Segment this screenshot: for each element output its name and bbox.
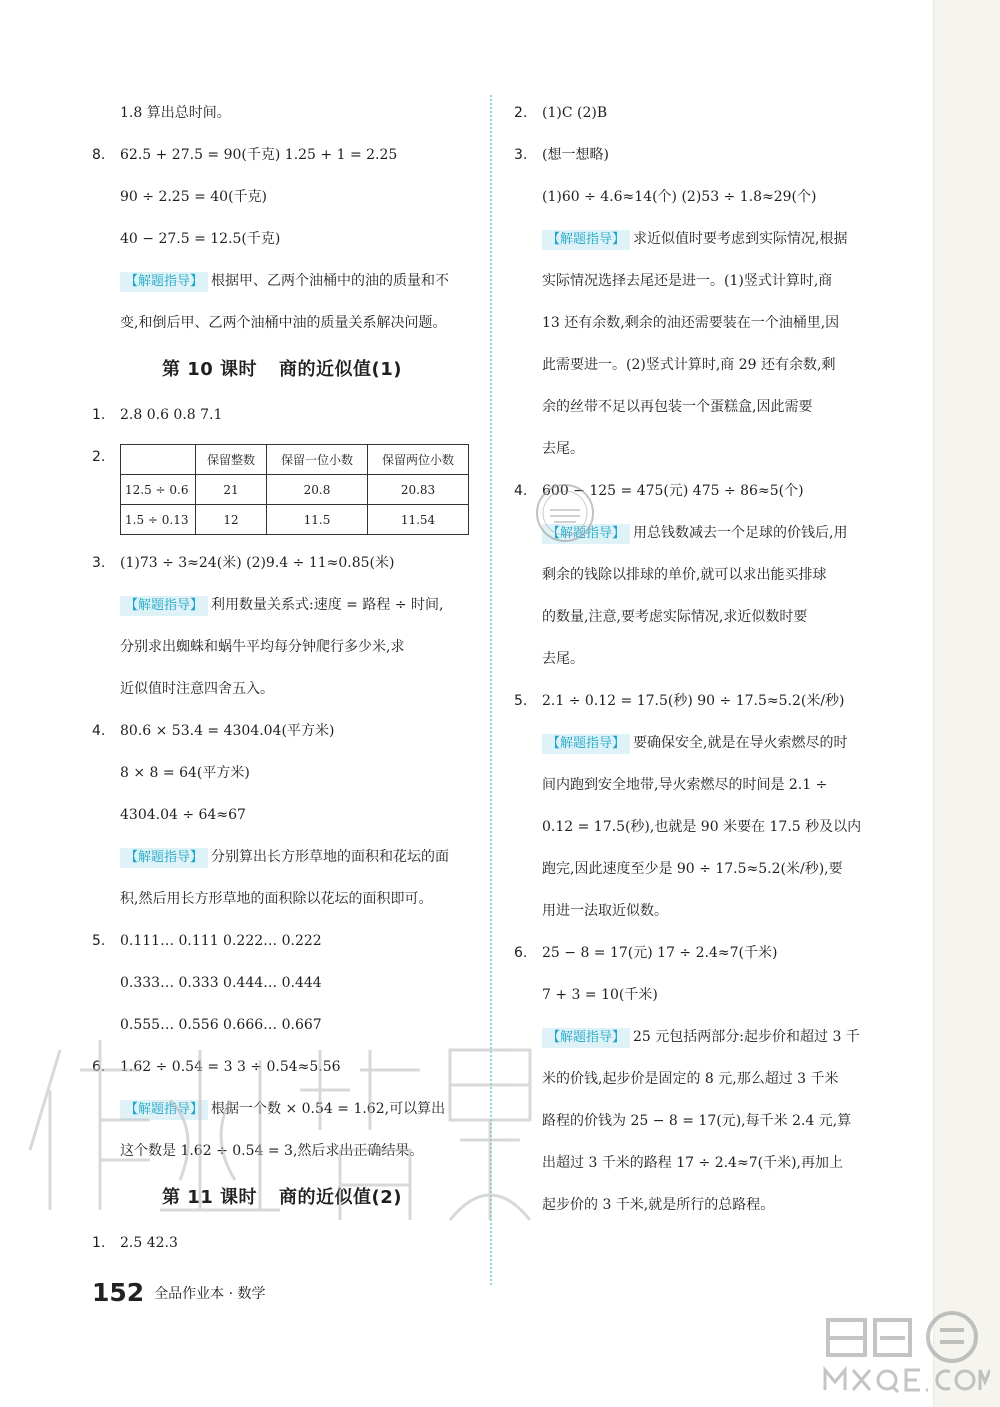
tip-text: 求近似值时要考虑到实际情况,根据 — [633, 231, 848, 247]
answer-line: 0.555… 0.556 0.666… 0.667 — [120, 1017, 322, 1033]
question-2 — [92, 436, 472, 542]
tip-text: 实际情况选择去尾还是进一。(1)竖式计算时,商 — [542, 273, 833, 289]
question-number: 3. — [92, 555, 106, 571]
table-cell: 11.5 — [267, 505, 368, 535]
tip-text: 剩余的钱除以排球的单价,就可以求出能买排球 — [542, 567, 827, 583]
answer-line: 2.5 42.3 — [120, 1235, 178, 1251]
table-cell: 20.83 — [368, 475, 469, 505]
answer-line: 25 − 8 = 17(元) 17 ÷ 2.4≈7(千米) — [542, 945, 778, 961]
question-number: 5. — [92, 933, 106, 949]
tip-label: 【解题指导】 — [120, 272, 208, 292]
question-8 — [92, 134, 472, 176]
table-header: 保留整数 — [196, 445, 267, 475]
tip-label: 【解题指导】 — [542, 524, 630, 544]
tip-label: 【解题指导】 — [542, 1028, 630, 1048]
watermark-left — [20, 1010, 540, 1230]
answer-line: 8 × 8 = 64(平方米) — [120, 765, 250, 781]
lesson-title: 商的近似值(2) — [279, 1187, 403, 1208]
table-cell: 21 — [196, 475, 267, 505]
question-number: 3. — [514, 147, 528, 163]
lesson-number: 第 10 课时 — [161, 359, 258, 380]
question-5 — [92, 920, 472, 962]
tip-text: 根据一个数 × 0.54 = 1.62,可以算出 — [211, 1101, 446, 1117]
answer-line: 62.5 + 27.5 = 90(千克) 1.25 + 1 = 2.25 — [120, 147, 398, 163]
table-row — [121, 475, 469, 505]
right-column — [514, 92, 898, 1226]
answer-line: 2.8 0.6 0.8 7.1 — [120, 407, 223, 423]
tip-text: 余的丝带不足以再包装一个蛋糕盒,因此需要 — [542, 399, 813, 415]
answer-line: 0.111… 0.111 0.222… 0.222 — [120, 933, 322, 949]
tip-text: 变,和倒后甲、乙两个油桶中油的质量关系解决问题。 — [120, 315, 447, 331]
table-header-row — [121, 445, 469, 475]
answer-line: 1.62 ÷ 0.54 = 3 3 ÷ 0.54≈5.56 — [120, 1059, 341, 1075]
lesson-heading — [92, 344, 472, 394]
watermark-stamp — [532, 480, 598, 546]
tip-label: 【解题指导】 — [542, 230, 630, 250]
question-3 — [514, 134, 898, 176]
question-number: 6. — [92, 1059, 106, 1075]
solution-tip — [514, 722, 898, 764]
solution-tip — [92, 260, 472, 302]
tip-text: 路程的价钱为 25 − 8 = 17(元),每千米 2.4 元,算 — [542, 1113, 852, 1129]
tip-text: 25 元包括两部分:起步价和超过 3 千 — [633, 1029, 860, 1045]
question-number: 8. — [92, 147, 106, 163]
tip-text: 这个数是 1.62 ÷ 0.54 = 3,然后求出正确结果。 — [120, 1143, 424, 1159]
tip-text: 间内跑到安全地带,导火索燃尽的时间是 2.1 ÷ — [542, 777, 828, 793]
solution-tip — [92, 584, 472, 626]
question-number: 4. — [92, 723, 106, 739]
question-1 — [92, 394, 472, 436]
answer-line: (1)60 ÷ 4.6≈14(个) (2)53 ÷ 1.8≈29(个) — [542, 189, 817, 205]
tip-text: 出超过 3 千米的路程 17 ÷ 2.4≈7(千米),再加上 — [542, 1155, 843, 1171]
tip-text: 去尾。 — [542, 651, 584, 667]
book-title: 全品作业本 · 数学 — [154, 1285, 266, 1302]
solution-tip — [514, 1016, 898, 1058]
answer-line: 80.6 × 53.4 = 4304.04(平方米) — [120, 723, 335, 739]
answer-line: 600 − 125 = 475(元) 475 ÷ 86≈5(个) — [542, 483, 804, 499]
answer-line: (1)C (2)B — [542, 105, 608, 121]
question-4 — [92, 710, 472, 752]
tip-text: 根据甲、乙两个油桶中的油的质量和不 — [211, 273, 450, 289]
page-number: 152 — [92, 1278, 145, 1307]
tip-label: 【解题指导】 — [120, 1100, 208, 1120]
answer-line: 7 + 3 = 10(千米) — [542, 987, 658, 1003]
question-number: 1. — [92, 407, 106, 423]
table-cell: 11.54 — [368, 505, 469, 535]
question-3 — [92, 542, 472, 584]
question-number: 5. — [514, 693, 528, 709]
lesson-title: 商的近似值(1) — [279, 359, 403, 380]
table-header: 保留一位小数 — [267, 445, 368, 475]
lesson-number: 第 11 课时 — [161, 1187, 258, 1208]
solution-tip — [92, 836, 472, 878]
tip-text: 米的价钱,起步价是固定的 8 元,那么超过 3 千米 — [542, 1071, 839, 1087]
solution-tip — [514, 218, 898, 260]
question-5 — [514, 680, 898, 722]
answer-continuation: 1.8 算出总时间。 — [120, 105, 231, 121]
tip-text: 起步价的 3 千米,就是所行的总路程。 — [542, 1197, 775, 1213]
question-6 — [514, 932, 898, 974]
table-cell: 12.5 ÷ 0.6 — [121, 475, 196, 505]
page-footer — [92, 1278, 266, 1307]
tip-text: 0.12 = 17.5(秒),也就是 90 米要在 17.5 秒及以内 — [542, 819, 862, 835]
question-number: 2. — [92, 449, 106, 465]
answer-line: 4304.04 ÷ 64≈67 — [120, 807, 246, 823]
tip-text: 用进一法取近似数。 — [542, 903, 668, 919]
question-number: 6. — [514, 945, 528, 961]
table-cell: 12 — [196, 505, 267, 535]
answer-line: (想一想略) — [542, 147, 609, 163]
question-number: 1. — [92, 1235, 106, 1251]
watermark-corner — [820, 1300, 990, 1400]
tip-text: 利用数量关系式:速度 = 路程 ÷ 时间, — [211, 597, 444, 613]
tip-text: 分别求出蜘蛛和蜗牛平均每分钟爬行多少米,求 — [120, 639, 405, 655]
tip-text: 此需要进一。(2)竖式计算时,商 29 还有余数,剩 — [542, 357, 836, 373]
tip-label: 【解题指导】 — [120, 596, 208, 616]
tip-text: 13 还有余数,剩余的油还需要装在一个油桶里,因 — [542, 315, 840, 331]
table-row — [121, 505, 469, 535]
tip-text: 要确保安全,就是在导火索燃尽的时 — [633, 735, 848, 751]
question-number: 2. — [514, 105, 528, 121]
tip-label: 【解题指导】 — [542, 734, 630, 754]
answer-table — [120, 444, 469, 535]
page-edge — [933, 0, 1000, 1407]
tip-text: 去尾。 — [542, 441, 584, 457]
answer-line: (1)73 ÷ 3≈24(米) (2)9.4 ÷ 11≈0.85(米) — [120, 555, 395, 571]
table-header: 保留两位小数 — [368, 445, 469, 475]
question-2 — [514, 92, 898, 134]
answer-line: 90 ÷ 2.25 = 40(千克) — [120, 189, 267, 205]
answer-line: 40 − 27.5 = 12.5(千克) — [120, 231, 281, 247]
tip-label: 【解题指导】 — [120, 848, 208, 868]
answer-line: 0.333… 0.333 0.444… 0.444 — [120, 975, 322, 991]
tip-text: 分别算出长方形草地的面积和花坛的面 — [211, 849, 450, 865]
tip-text: 用总钱数减去一个足球的价钱后,用 — [633, 525, 848, 541]
answer-line: 2.1 ÷ 0.12 = 17.5(秒) 90 ÷ 17.5≈5.2(米/秒) — [542, 693, 845, 709]
question-number: 4. — [514, 483, 528, 499]
tip-text: 的数量,注意,要考虑实际情况,求近似数时要 — [542, 609, 808, 625]
table-header — [121, 445, 196, 475]
tip-text: 近似值时注意四舍五入。 — [120, 681, 274, 697]
table-cell: 1.5 ÷ 0.13 — [121, 505, 196, 535]
tip-text: 积,然后用长方形草地的面积除以花坛的面积即可。 — [120, 891, 433, 907]
tip-text: 跑完,因此速度至少是 90 ÷ 17.5≈5.2(米/秒),要 — [542, 861, 843, 877]
table-cell: 20.8 — [267, 475, 368, 505]
